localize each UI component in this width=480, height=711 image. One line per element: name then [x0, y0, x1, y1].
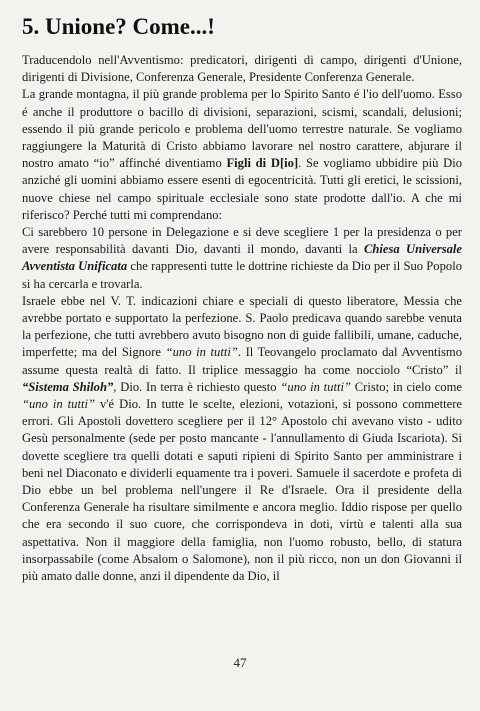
paragraph-2-bold-term: Figli di D[io] — [226, 156, 299, 171]
paragraph-4 — [22, 293, 462, 585]
paragraph-4-italic-1: “uno in tutti” — [165, 345, 238, 360]
paragraph-1-text: Traducendolo nell'Avventismo: predicatori, dirigenti di campo, dirigenti d'Unione, dirigenti di Divisione, Conferenza Generale, Presidente Conferenza Generale. — [22, 53, 462, 85]
paragraph-3-text-b: che rappresenti tutte le dottrine richieste da Dio per il Suo Popolo si ha cercarla e trovarla. — [22, 259, 462, 291]
paragraph-4-italic-3: “uno in tutti” — [22, 397, 95, 412]
paragraph-2-text-a: La grande montagna, il più grande problema per lo Spirito Santo é l'io dell'uomo. Esso é anche il produttore o bacillo di divisioni, separazioni, scismi, scandali, delusioni; essendo il più grande pericolo e problema dell'uomo terrestre naturale. Se vogliamo raggiungere la Maturità di Cristo abbiamo lavorare nel nostro carattere, abjurare il nostro amato “io” affinché diventiamo — [22, 87, 462, 171]
body-text — [22, 52, 462, 585]
paragraph-2 — [22, 86, 462, 224]
paragraph-4-text-c: , Dio. In terra è richiesto questo — [113, 379, 281, 394]
paragraph-4-text-b: . Il Teovangelo proclamato dal Avventismo assume questa realtà di fatto. Il triplice messaggio ha come nocciolo “Cristo” il — [22, 345, 462, 377]
paragraph-1 — [22, 52, 462, 86]
paragraph-3-bold-italic-term: Chiesa Universale Avventista Unificata — [22, 242, 462, 274]
paragraph-4-text-a: Israele ebbe nel V. T. indicazioni chiare e speciali di questo liberatore, Messia che avrebbe portato e supportato la perfezione. S. Paolo predicava quando sarebbe venuta la perfezione, che tutti avrebbero avuto bisogno non di guide fallibili, umane, caduche, imperfette; ma del Signore — [22, 293, 462, 360]
paragraph-3-text-a: Ci sarebbero 10 persone in Delegazione e si deve scegliere 1 per la presidenza o per avere responsabilità davanti Dio, davanti il mondo, davanti la — [22, 225, 462, 257]
paragraph-4-text-d: Cristo; in cielo come — [350, 379, 462, 394]
paragraph-4-italic-2: “uno in tutti” — [280, 379, 351, 394]
chapter-title: 5. Unione? Come...! — [22, 14, 215, 39]
paragraph-4-bold-italic-term: “Sistema Shiloh” — [22, 379, 114, 394]
paragraph-4-text-e: v'é Dio. In tutte le scelte, elezioni, votazioni, si possono commettere errori. Gli Apostoli dovettero scegliere per il 12° Apostolo chi avevano visto - udito Gesù personalmente (sede per posto mancante - l'annullamento di Giuda Iscariota). Si dovette scegliere tra quelli dotati e saputi ripieni di Spirito Santo per amministrare i beni nel Diaconato e dividerli equamente tra i poveri. Samuele il sacerdote e profeta di Dio ebbe un bel problema nell'ungere il Re d'Israele. Ora il presidente della Conferenza Generale ha risultare similmente e ancora meglio. Iddio rispose per quello che era secondo il suo cuore, che corrispondeva in doti, virtù e talenti alla sua aspettativa. Non il maggiore della famiglia, non l'uomo robusto, bello, di statura insorpassabile (come Absalom o Salomone), non il più ricco, non un don Giovanni il più amato dalle donne, anzi il dipendente da Dio, il — [22, 397, 462, 584]
page-number: 47 — [233, 655, 247, 670]
paragraph-3 — [22, 224, 462, 293]
paragraph-2-text-b: . Se vogliamo ubbidire più Dio anziché gli uomini abbiamo essere esenti di egocentricità. Tutti gli eretici, le scissioni, nuove chiese nel campo spirituale ecclesiale sono state prodotte dall'io. A che mi riferisco? Perché tutti mi comprendano: — [22, 156, 462, 222]
